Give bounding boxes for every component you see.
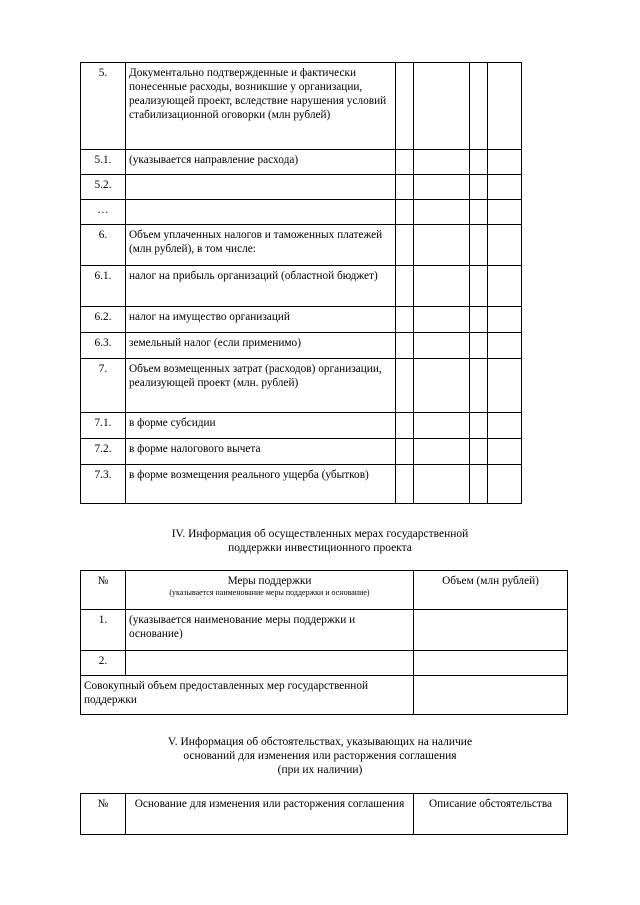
value-cell — [396, 359, 414, 413]
section-5-title-line2: оснований для изменения или расторжения соглашения — [183, 750, 457, 762]
value-cell — [414, 610, 568, 651]
row-number: 6.3. — [81, 333, 126, 359]
row-text: налог на прибыль организаций (областной бюджет) — [126, 266, 396, 307]
row-number: … — [81, 200, 126, 225]
header-description: Описание обстоятельства — [414, 794, 568, 835]
table-row — [81, 225, 522, 266]
row-number: 6.2. — [81, 307, 126, 333]
row-text: (указывается направление расхода) — [126, 150, 396, 175]
value-cell — [414, 200, 470, 225]
header-measures-label: Меры поддержки — [227, 575, 312, 587]
value-cell — [488, 150, 522, 175]
header-basis: Основание для изменения или расторжения соглашения — [126, 794, 414, 835]
table-row — [81, 200, 522, 225]
value-cell — [396, 439, 414, 465]
row-text: в форме налогового вычета — [126, 439, 396, 465]
value-cell — [414, 307, 470, 333]
row-text: (указывается наименование меры поддержки и основание) — [126, 610, 414, 651]
value-cell — [470, 225, 488, 266]
section-4-title-line1: IV. Информация об осуществленных мерах государственной — [171, 528, 469, 540]
value-cell — [470, 359, 488, 413]
table-row — [81, 651, 568, 676]
value-cell — [488, 465, 522, 504]
row-text — [126, 651, 414, 676]
table-row — [81, 333, 522, 359]
row-text: Объем возмещенных затрат (расходов) организации, реализующей проект (млн. рублей) — [126, 359, 396, 413]
table-row — [81, 439, 522, 465]
value-cell — [488, 439, 522, 465]
value-cell — [414, 150, 470, 175]
value-cell — [396, 307, 414, 333]
value-cell — [414, 651, 568, 676]
value-cell — [488, 359, 522, 413]
value-cell — [414, 225, 470, 266]
table-row — [81, 307, 522, 333]
header-volume: Объем (млн рублей) — [414, 571, 568, 610]
section-4-title — [0, 527, 640, 555]
value-cell — [488, 333, 522, 359]
row-number: 7.2. — [81, 439, 126, 465]
table-row — [81, 413, 522, 439]
table-row — [81, 266, 522, 307]
value-cell — [396, 225, 414, 266]
value-cell — [470, 175, 488, 200]
value-cell — [414, 439, 470, 465]
value-cell — [396, 200, 414, 225]
section-5-title — [0, 735, 640, 777]
value-cell — [470, 333, 488, 359]
header-num: № — [81, 794, 126, 835]
row-number: 5.1. — [81, 150, 126, 175]
value-cell — [414, 63, 470, 150]
value-cell — [488, 175, 522, 200]
row-text — [126, 200, 396, 225]
row-text: в форме субсидии — [126, 413, 396, 439]
row-number: 7.1. — [81, 413, 126, 439]
table-row — [81, 175, 522, 200]
value-cell — [470, 413, 488, 439]
value-cell — [488, 413, 522, 439]
header-measures-sublabel: (указывается наименование меры поддержки и основание) — [169, 588, 370, 597]
row-number: 5.2. — [81, 175, 126, 200]
table-row — [81, 359, 522, 413]
value-cell — [396, 175, 414, 200]
row-text: земельный налог (если применимо) — [126, 333, 396, 359]
value-cell — [470, 465, 488, 504]
circumstances-table — [80, 793, 568, 835]
section-5-title-line1: V. Информация об обстоятельствах, указывающих на наличие — [167, 736, 473, 748]
row-text: Объем уплаченных налогов и таможенных платежей (млн рублей), в том числе: — [126, 225, 396, 266]
value-cell — [488, 307, 522, 333]
value-cell — [414, 333, 470, 359]
total-value-cell — [414, 676, 568, 715]
indicators-table — [80, 62, 522, 504]
header-measures — [126, 571, 414, 610]
value-cell — [396, 333, 414, 359]
value-cell — [414, 175, 470, 200]
value-cell — [396, 465, 414, 504]
row-number: 7.3. — [81, 465, 126, 504]
value-cell — [470, 63, 488, 150]
table-header-row — [81, 571, 568, 610]
value-cell — [470, 266, 488, 307]
table-row — [81, 465, 522, 504]
value-cell — [414, 359, 470, 413]
value-cell — [488, 266, 522, 307]
value-cell — [488, 63, 522, 150]
table-row — [81, 63, 522, 150]
value-cell — [396, 413, 414, 439]
section-5-title-line3: (при их наличии) — [277, 764, 363, 776]
value-cell — [470, 307, 488, 333]
row-number: 7. — [81, 359, 126, 413]
header-num: № — [81, 571, 126, 610]
row-number: 2. — [81, 651, 126, 676]
value-cell — [414, 465, 470, 504]
total-text: Совокупный объем предоставленных мер государственной поддержки — [81, 676, 414, 715]
table-header-row — [81, 794, 568, 835]
value-cell — [470, 150, 488, 175]
value-cell — [396, 63, 414, 150]
value-cell — [488, 225, 522, 266]
table-row — [81, 150, 522, 175]
value-cell — [470, 200, 488, 225]
row-text: налог на имущество организаций — [126, 307, 396, 333]
table-row — [81, 610, 568, 651]
support-measures-table — [80, 570, 568, 715]
value-cell — [488, 200, 522, 225]
table-total-row — [81, 676, 568, 715]
value-cell — [414, 413, 470, 439]
row-number: 1. — [81, 610, 126, 651]
row-number: 6. — [81, 225, 126, 266]
value-cell — [396, 150, 414, 175]
row-text: в форме возмещения реального ущерба (убытков) — [126, 465, 396, 504]
value-cell — [396, 266, 414, 307]
section-4-title-line2: поддержки инвестиционного проекта — [228, 542, 412, 554]
row-text — [126, 175, 396, 200]
row-number: 6.1. — [81, 266, 126, 307]
value-cell — [470, 439, 488, 465]
value-cell — [414, 266, 470, 307]
row-number: 5. — [81, 63, 126, 150]
row-text: Документально подтвержденные и фактически понесенные расходы, возникшие у организации, реализующей проект, вследствие нарушения условий стабилизационной оговорки (млн рублей) — [126, 63, 396, 150]
